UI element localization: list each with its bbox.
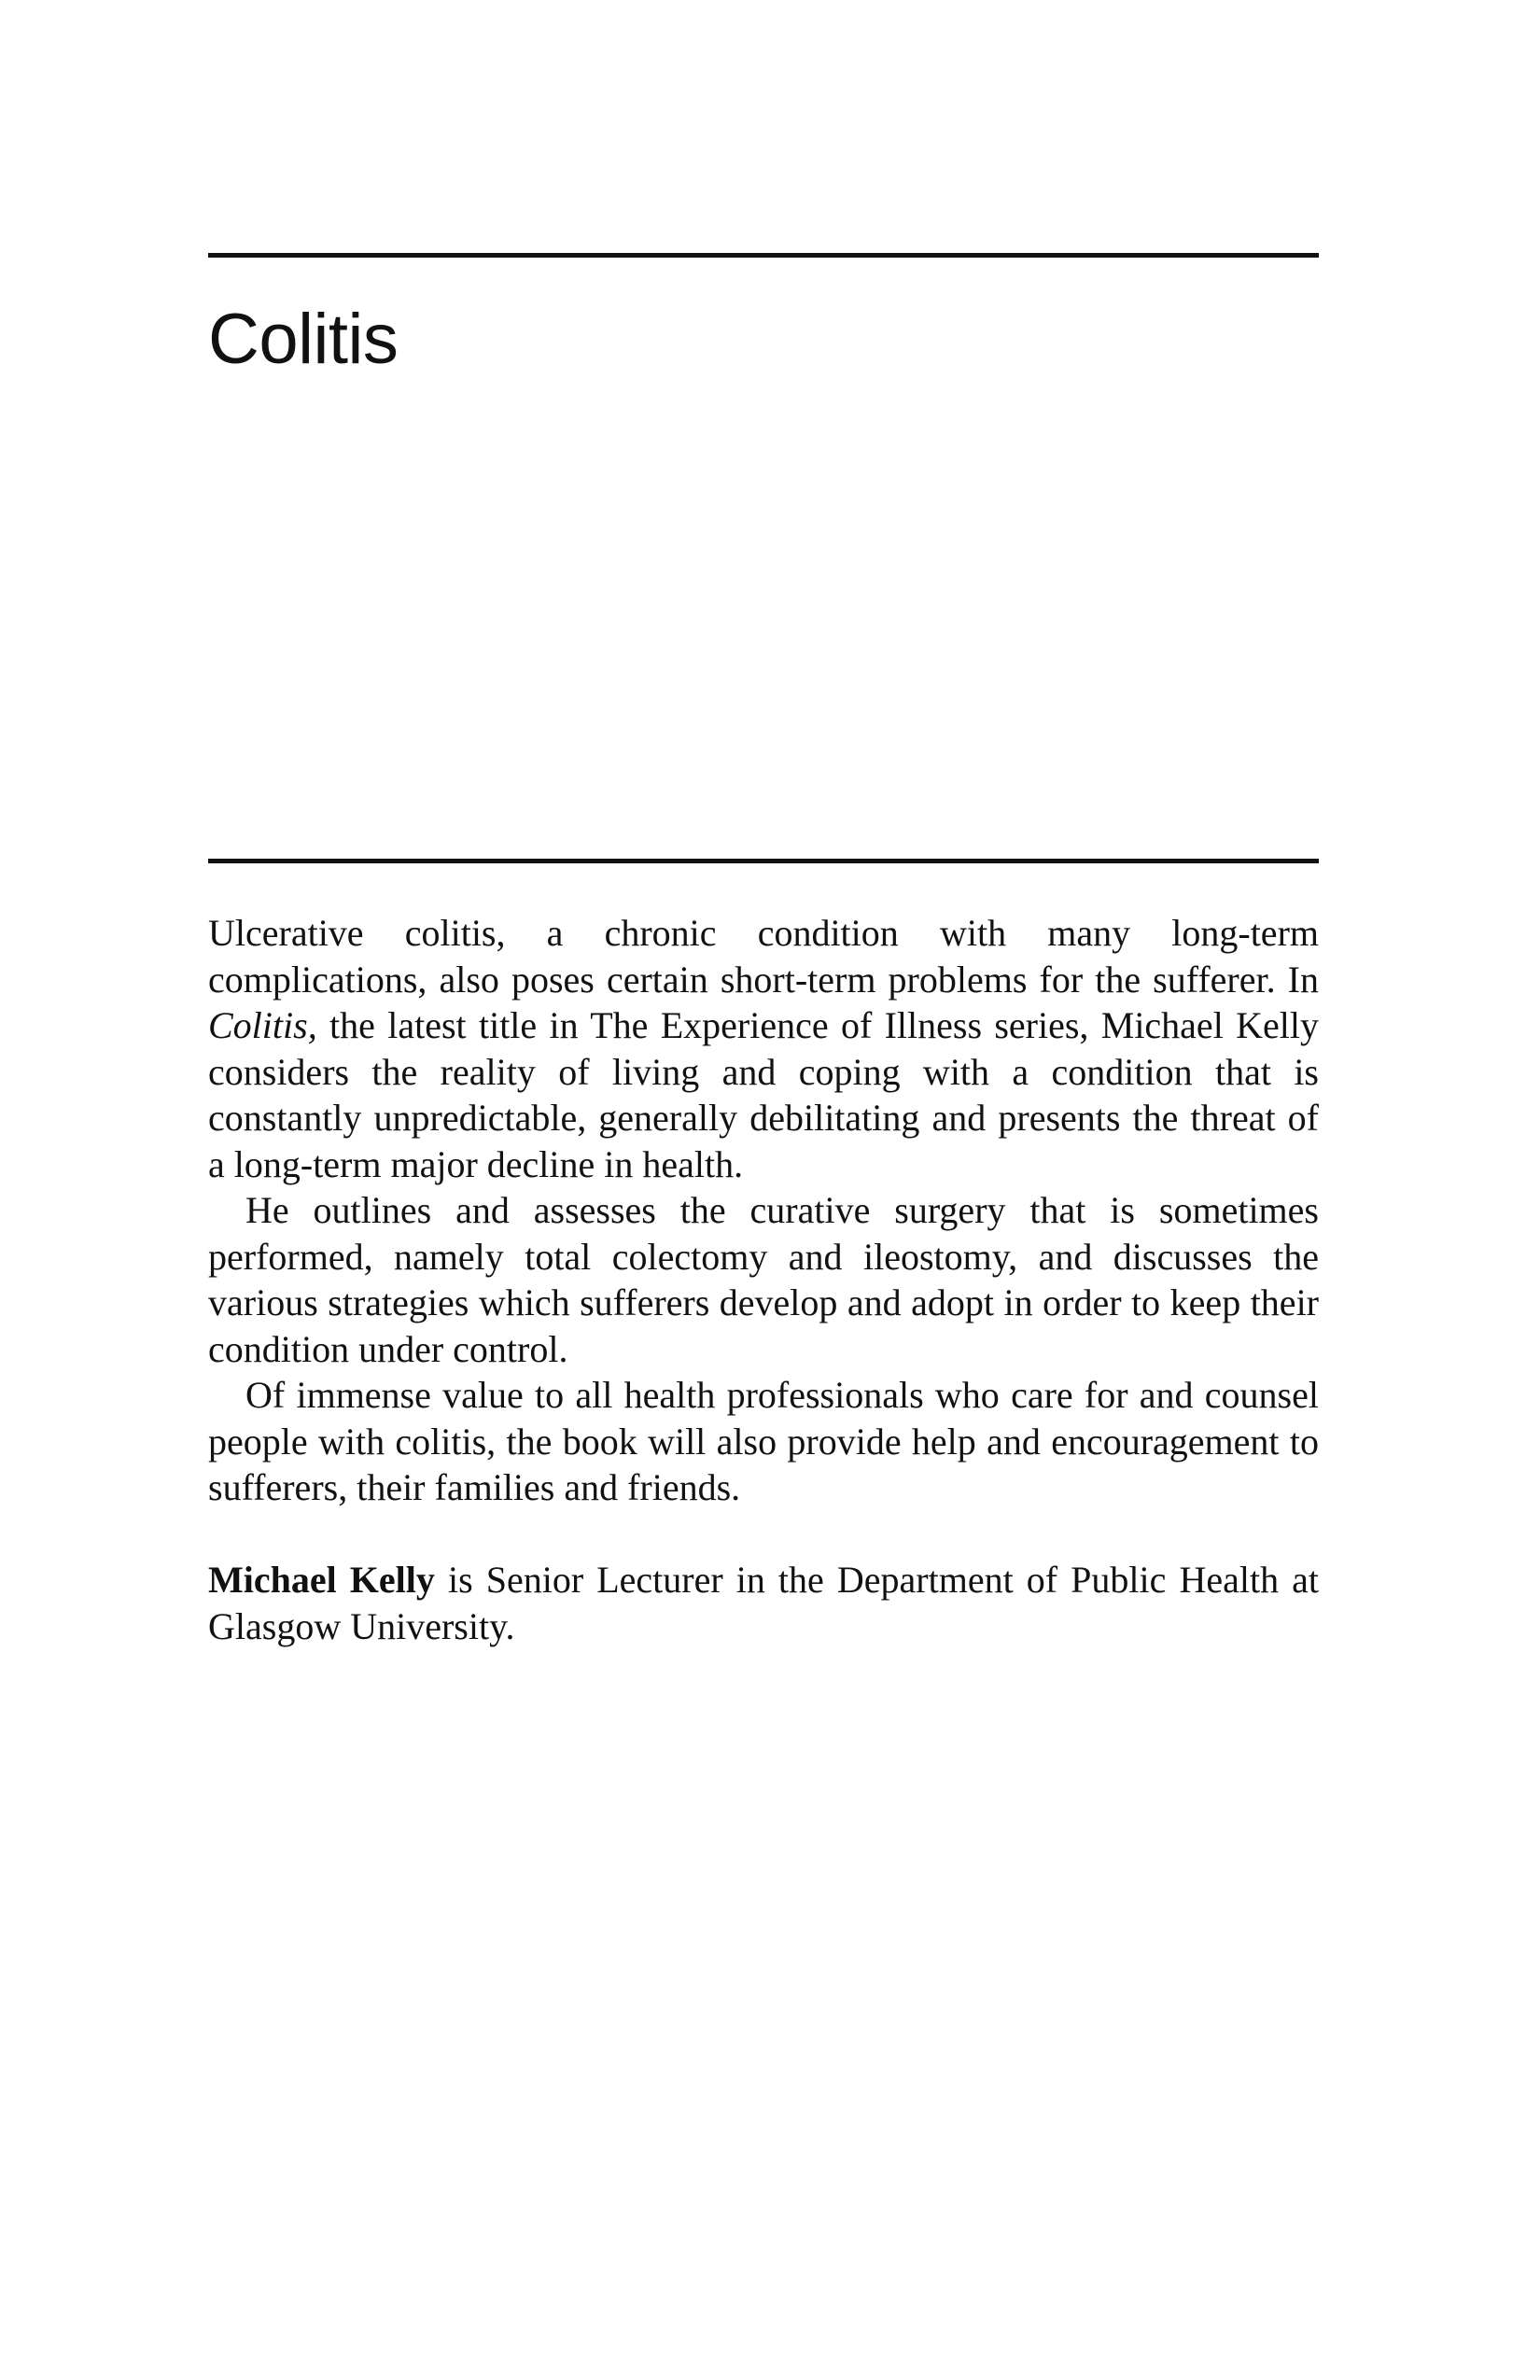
top-rule — [208, 253, 1319, 258]
blurb-italic-title: Colitis, — [208, 1004, 317, 1046]
blurb-paragraph-3: Of immense value to all health professionals who care for and counsel people with colitis, the book will also provide help and encouragement to sufferers, their families and friends. — [208, 1374, 1319, 1508]
book-blurb — [208, 910, 1319, 1511]
author-bio-text: is Senior Lecturer in the Department of Public Health at Glasgow University. — [208, 1559, 1320, 1647]
blurb-paragraph-2: He outlines and assesses the curative surgery that is sometimes performed, namely total colectomy and ileostomy, and discusses the various strategies which sufferers develop and adopt in order to keep their condition under control. — [208, 1189, 1319, 1370]
middle-rule — [208, 859, 1319, 863]
author-bio — [208, 1557, 1319, 1649]
author-name: Michael Kelly — [208, 1559, 435, 1601]
blurb-paragraph-1 — [208, 910, 1319, 1187]
book-title: Colitis — [208, 300, 399, 379]
blurb-paragraph-1-intro: Ulcerative colitis, a chronic condition with many long-term complications, also poses certain short-term problems for the sufferer. In — [208, 912, 1319, 1001]
blurb-paragraph-1-rest: the latest title in The Experience of Illness series, Michael Kelly considers the reality of living and coping with a condition that is constantly unpredictable, generally debilitating and presents the threat of a long-term major decline in health. — [208, 1004, 1319, 1185]
